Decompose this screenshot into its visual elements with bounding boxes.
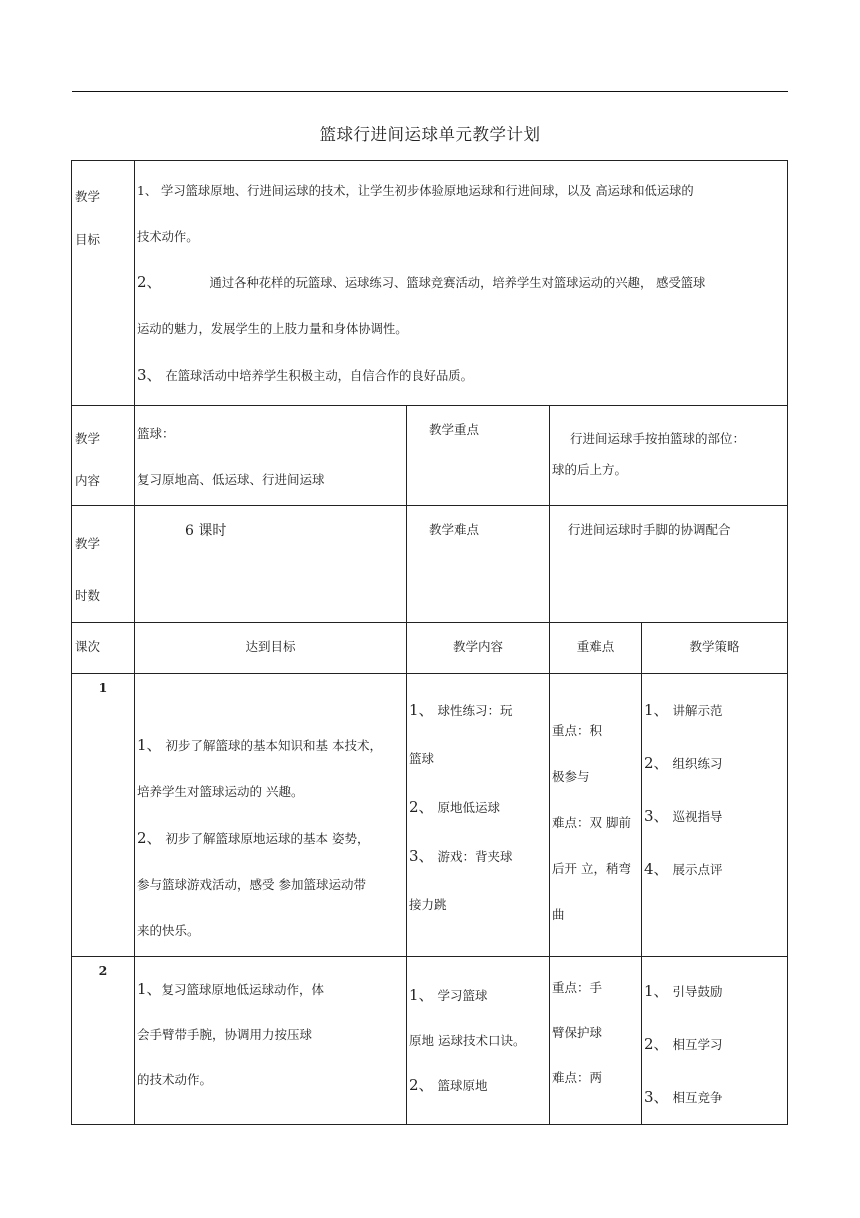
objectives-label: 教学 目标 (72, 161, 135, 406)
content-row (72, 406, 788, 506)
objective-item-2: 2、 通过各种花样的玩篮球、运球练习、篮球竞赛活动，培养学生对篮球运动的兴趣， 感受篮球 (137, 273, 706, 291)
header-content: 教学内容 (407, 623, 550, 674)
lesson-header-row (72, 623, 788, 674)
difficulty-label: 教学难点 (407, 506, 550, 623)
lesson-content: 1、 学习篮球 原地 运球技术口诀。 2、 篮球原地 (407, 957, 550, 1125)
lesson-strategy: 1、 引导鼓励 2、 相互学习 3、 相互竞争 (642, 957, 788, 1125)
hours-label: 教学 时数 (72, 506, 135, 623)
objective-item-1: 1、 学习篮球原地、行进间运球的技术，让学生初步体验原地运球和行进间球，以及 高运球和低运球的 (137, 184, 694, 198)
header-focus: 重难点 (550, 623, 642, 674)
lesson-goals: 1、 初步了解篮球的基本知识和基 本技术， 培养学生对篮球运动的 兴趣。 2、 初步了解篮球原地运球的基本 姿势， 参与篮球游戏活动，感受 参加篮球运动带 来的快乐。 (135, 674, 407, 957)
header-lesson: 课次 (72, 623, 135, 674)
content-label: 教学 内容 (72, 406, 135, 506)
lesson-number: 1 (72, 674, 135, 957)
hours-row (72, 506, 788, 623)
lesson-content: 1、 球性练习：玩 篮球 2、 原地低运球 3、 游戏：背夹球 接力跳 (407, 674, 550, 957)
key-point-label: 教学重点 (407, 406, 550, 506)
lesson-focus: 重点：积 极参与 难点：双 脚前 后开 立，稍弯 曲 (550, 674, 642, 957)
lesson-strategy: 1、 讲解示范 2、 组织练习 3、 巡视指导 4、 展示点评 (642, 674, 788, 957)
lesson-focus: 重点：手 臂保护球 难点：两 (550, 957, 642, 1125)
header-goal: 达到目标 (135, 623, 407, 674)
objectives-row (72, 161, 788, 406)
lesson-goals: 1、复习篮球原地低运球动作，体 会手臂带手腕，协调用力按压球 的技术动作。 (135, 957, 407, 1125)
content-text: 篮球： 复习原地高、低运球、行进间运球 (135, 406, 407, 506)
objectives-text: 1、 学习篮球原地、行进间运球的技术，让学生初步体验原地运球和行进间球，以及 高运球和低运球的 技术动作。 2、 通过各种花样的玩篮球、运球练习、篮球竞赛活动，培养学生对篮球运动的兴趣， 感受篮球 运动的魅力，发展学生的上肢力量和身体协调性。 3、 在篮球活动中培养学生积极主动，自信合作的良好品质。 (135, 161, 788, 406)
objective-item-3: 3、 在篮球活动中培养学生积极主动，自信合作的良好品质。 (137, 366, 473, 384)
lesson-row (72, 957, 788, 1125)
header-rule (72, 91, 788, 92)
lesson-row (72, 674, 788, 957)
hours-value: 6 课时 (135, 506, 407, 623)
document-title: 篮球行进间运球单元教学计划 (319, 125, 541, 144)
difficulty-text: 行进间运球时手脚的协调配合 (550, 506, 788, 623)
key-point-text: 行进间运球手按拍篮球的部位： 球的后上方。 (550, 406, 788, 506)
header-strategy: 教学策略 (642, 623, 788, 674)
lesson-plan-table (71, 160, 788, 1125)
lesson-number: 2 (72, 957, 135, 1125)
